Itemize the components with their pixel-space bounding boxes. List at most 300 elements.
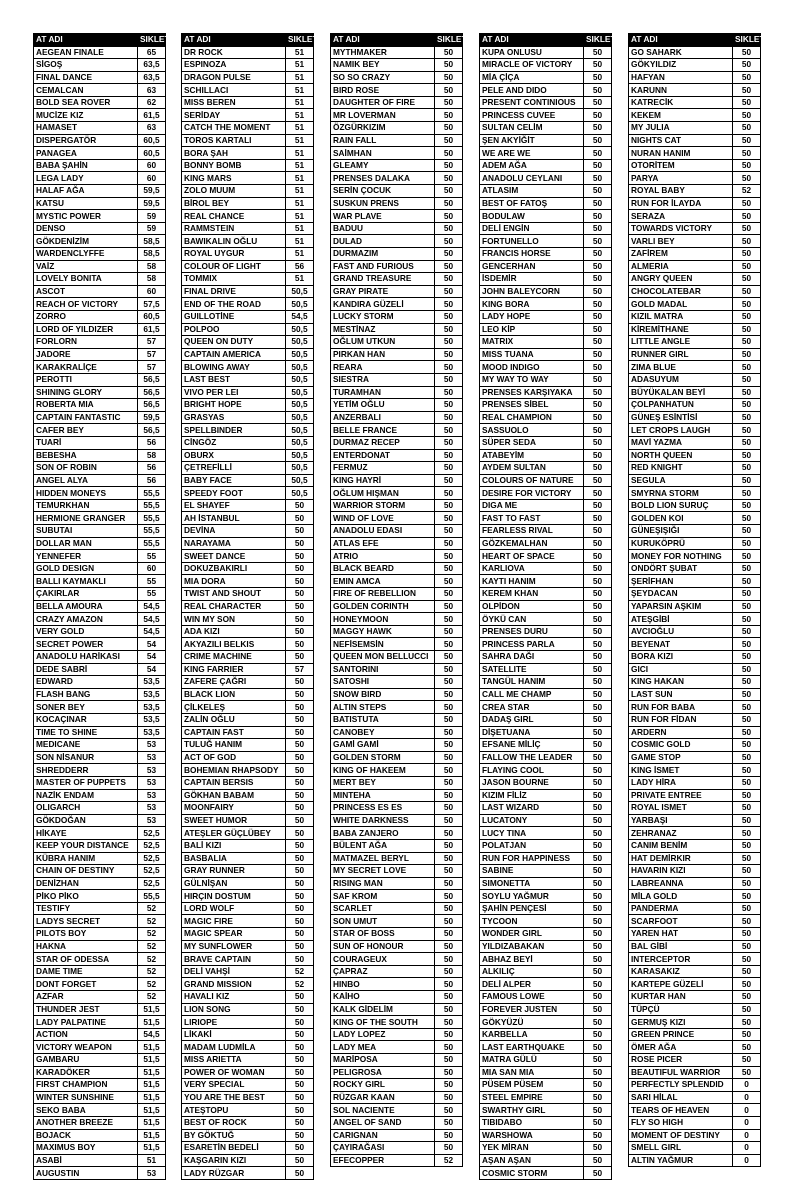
weight-cell: 50 bbox=[733, 71, 761, 84]
weight-cell: 50 bbox=[286, 877, 314, 890]
table-row bbox=[182, 827, 314, 840]
table-row bbox=[480, 84, 612, 97]
table-row bbox=[34, 953, 166, 966]
horse-name-cell: WAR PLAVE bbox=[331, 210, 435, 223]
table-row bbox=[331, 688, 463, 701]
table-row bbox=[182, 852, 314, 865]
horse-name-cell: CREA STAR bbox=[480, 701, 584, 714]
horse-name-cell: BOLD LION SURUÇ bbox=[629, 499, 733, 512]
table-row bbox=[331, 1066, 463, 1079]
weight-cell: 50 bbox=[584, 688, 612, 701]
weight-cell: 50 bbox=[435, 323, 463, 336]
weight-cell: 50 bbox=[435, 638, 463, 651]
table-row bbox=[34, 940, 166, 953]
horse-name-cell: LADYS SECRET bbox=[34, 915, 138, 928]
weight-cell: 50 bbox=[733, 991, 761, 1004]
table-row bbox=[629, 109, 761, 122]
table-row bbox=[480, 71, 612, 84]
table-row bbox=[34, 789, 166, 802]
horse-name-cell: DESIRE FOR VICTORY bbox=[480, 487, 584, 500]
header-horse-name: AT ADI bbox=[480, 34, 584, 47]
table-row bbox=[629, 273, 761, 286]
horse-name-cell: BOHEMIAN RHAPSODY bbox=[182, 764, 286, 777]
table-row bbox=[629, 462, 761, 475]
horse-name-cell: VIVO PER LEI bbox=[182, 386, 286, 399]
table-row bbox=[182, 449, 314, 462]
table-row bbox=[34, 122, 166, 135]
table-row bbox=[331, 663, 463, 676]
horse-name-cell: BIRD ROSE bbox=[331, 84, 435, 97]
horse-name-cell: MOOD INDIGO bbox=[480, 361, 584, 374]
table-row bbox=[629, 613, 761, 626]
horse-name-cell: JOHN BALEYCORN bbox=[480, 285, 584, 298]
table-row bbox=[480, 310, 612, 323]
horse-name-cell: MUCİZE KIZ bbox=[34, 109, 138, 122]
table-row bbox=[629, 1003, 761, 1016]
table-row bbox=[480, 1028, 612, 1041]
weight-cell: 57 bbox=[286, 663, 314, 676]
weight-cell: 50 bbox=[584, 600, 612, 613]
weight-cell: 50 bbox=[435, 991, 463, 1004]
horse-name-cell: ZAFERE ÇAĞRI bbox=[182, 676, 286, 689]
horse-name-cell: SCARLET bbox=[331, 902, 435, 915]
weight-cell: 50 bbox=[286, 688, 314, 701]
horse-name-cell: DENSO bbox=[34, 222, 138, 235]
weight-cell: 50 bbox=[584, 638, 612, 651]
horse-weight-table bbox=[330, 33, 467, 1167]
table-row bbox=[480, 1091, 612, 1104]
weight-cell: 50 bbox=[435, 1104, 463, 1117]
weight-cell: 50 bbox=[286, 1003, 314, 1016]
weight-cell: 50 bbox=[733, 96, 761, 109]
table-row bbox=[629, 71, 761, 84]
weight-cell: 0 bbox=[733, 1154, 761, 1167]
weight-cell: 50 bbox=[584, 562, 612, 575]
table-row bbox=[480, 1154, 612, 1167]
horse-name-cell: ÇAKIRLAR bbox=[34, 588, 138, 601]
horse-name-cell: TIME TO SHINE bbox=[34, 726, 138, 739]
table-row bbox=[331, 726, 463, 739]
table-row bbox=[331, 386, 463, 399]
table-row bbox=[182, 613, 314, 626]
table-row bbox=[480, 1041, 612, 1054]
horse-name-cell: BRAVE CAPTAIN bbox=[182, 953, 286, 966]
table-row bbox=[182, 487, 314, 500]
horse-name-cell: YARBAŞI bbox=[629, 814, 733, 827]
weight-cell: 50 bbox=[584, 676, 612, 689]
weight-cell: 50 bbox=[584, 323, 612, 336]
horse-name-cell: SO SO CRAZY bbox=[331, 71, 435, 84]
weight-cell: 52 bbox=[138, 940, 166, 953]
horse-name-cell: BEYENAT bbox=[629, 638, 733, 651]
table-row bbox=[182, 436, 314, 449]
table-row bbox=[34, 1091, 166, 1104]
table-row bbox=[182, 399, 314, 412]
horse-name-cell: BABA ŞAHİN bbox=[34, 159, 138, 172]
horse-name-cell: TEMURKHAN bbox=[34, 499, 138, 512]
weight-cell: 50 bbox=[435, 928, 463, 941]
horse-name-cell: HEART OF SPACE bbox=[480, 550, 584, 563]
table-row bbox=[182, 890, 314, 903]
table-row bbox=[182, 1054, 314, 1067]
table-row bbox=[331, 625, 463, 638]
weight-cell: 50 bbox=[733, 965, 761, 978]
horse-name-cell: SIESTRA bbox=[331, 373, 435, 386]
weight-cell: 50 bbox=[286, 550, 314, 563]
horse-name-cell: ZIMA BLUE bbox=[629, 361, 733, 374]
horse-name-cell: FERMUZ bbox=[331, 462, 435, 475]
table-row bbox=[182, 978, 314, 991]
weight-cell: 50,5 bbox=[286, 424, 314, 437]
weight-cell: 50,5 bbox=[286, 386, 314, 399]
weight-cell: 51 bbox=[286, 248, 314, 261]
weight-cell: 52 bbox=[138, 978, 166, 991]
horse-name-cell: FINAL DRIVE bbox=[182, 285, 286, 298]
table-row bbox=[331, 96, 463, 109]
table-row bbox=[34, 474, 166, 487]
horse-name-cell: ÖYKÜ CAN bbox=[480, 613, 584, 626]
weight-cell: 50 bbox=[733, 1016, 761, 1029]
weight-cell: 51 bbox=[286, 159, 314, 172]
horse-name-cell: SULTAN CELİM bbox=[480, 122, 584, 135]
weight-cell: 50 bbox=[286, 1028, 314, 1041]
weight-cell: 50 bbox=[286, 1129, 314, 1142]
weight-cell: 55 bbox=[138, 575, 166, 588]
horse-name-cell: MISS ARIETTA bbox=[182, 1054, 286, 1067]
table-row bbox=[480, 625, 612, 638]
table-row bbox=[182, 625, 314, 638]
horse-name-cell: KING FARRIER bbox=[182, 663, 286, 676]
horse-name-cell: ADA KIZI bbox=[182, 625, 286, 638]
weight-cell: 50 bbox=[435, 827, 463, 840]
table-row bbox=[34, 449, 166, 462]
horse-name-cell: PÜSEM PÜSEM bbox=[480, 1079, 584, 1092]
weight-cell: 50 bbox=[286, 588, 314, 601]
table-row bbox=[182, 1154, 314, 1167]
table-row bbox=[182, 688, 314, 701]
table-row bbox=[480, 789, 612, 802]
weight-cell: 53 bbox=[138, 739, 166, 752]
table-row bbox=[480, 436, 612, 449]
horse-name-cell: KARTEPE GÜZELİ bbox=[629, 978, 733, 991]
weight-cell: 50 bbox=[733, 222, 761, 235]
horse-weight-table bbox=[628, 33, 765, 1167]
horse-name-cell: SNOW BIRD bbox=[331, 688, 435, 701]
weight-cell: 50 bbox=[286, 701, 314, 714]
horse-name-cell: KEKEM bbox=[629, 109, 733, 122]
table-row bbox=[182, 915, 314, 928]
weight-cell: 50 bbox=[584, 172, 612, 185]
horse-name-cell: ZOLO MUUM bbox=[182, 185, 286, 198]
table-row bbox=[331, 1016, 463, 1029]
weight-cell: 0 bbox=[733, 1091, 761, 1104]
horse-name-cell: RUN FOR HAPPINESS bbox=[480, 852, 584, 865]
weight-cell: 50 bbox=[733, 839, 761, 852]
horse-weight-table bbox=[181, 33, 318, 1180]
table-row bbox=[629, 323, 761, 336]
weight-cell: 52,5 bbox=[138, 827, 166, 840]
weight-cell: 50 bbox=[733, 411, 761, 424]
weight-cell: 50 bbox=[286, 940, 314, 953]
horse-name-cell: ADEM AĞA bbox=[480, 159, 584, 172]
horse-name-cell: HİKAYE bbox=[34, 827, 138, 840]
weight-cell: 50 bbox=[584, 1091, 612, 1104]
weight-cell: 50 bbox=[584, 1003, 612, 1016]
horse-name-cell: KARBELLA bbox=[480, 1028, 584, 1041]
table-row bbox=[182, 147, 314, 160]
horse-name-cell: GLEAMY bbox=[331, 159, 435, 172]
horse-name-cell: ROYAL BABY bbox=[629, 185, 733, 198]
table-row bbox=[480, 386, 612, 399]
horse-name-cell: FORTUNELLO bbox=[480, 235, 584, 248]
horse-name-cell: MADAM LUDMİLA bbox=[182, 1041, 286, 1054]
weight-cell: 50 bbox=[733, 915, 761, 928]
weight-cell: 51 bbox=[286, 222, 314, 235]
weight-cell: 50 bbox=[435, 499, 463, 512]
weight-cell: 60 bbox=[138, 159, 166, 172]
weight-cell: 50 bbox=[733, 751, 761, 764]
weight-cell: 50 bbox=[584, 411, 612, 424]
horse-name-cell: YAREN HAT bbox=[629, 928, 733, 941]
horse-name-cell: ANADOLU HARİKASI bbox=[34, 651, 138, 664]
horse-name-cell: TANGÜL HANIM bbox=[480, 676, 584, 689]
horse-name-cell: SCARFOOT bbox=[629, 915, 733, 928]
table-row bbox=[331, 487, 463, 500]
weight-cell: 50 bbox=[733, 361, 761, 374]
horse-name-cell: HAFYAN bbox=[629, 71, 733, 84]
weight-cell: 50 bbox=[584, 487, 612, 500]
weight-cell: 60,5 bbox=[138, 134, 166, 147]
weight-cell: 52 bbox=[138, 953, 166, 966]
table-row bbox=[629, 298, 761, 311]
horse-name-cell: LAST WIZARD bbox=[480, 802, 584, 815]
weight-cell: 51,5 bbox=[138, 1066, 166, 1079]
table-row bbox=[34, 273, 166, 286]
weight-cell: 50 bbox=[733, 701, 761, 714]
weight-cell: 50 bbox=[584, 902, 612, 915]
table-row bbox=[480, 663, 612, 676]
table-row bbox=[34, 424, 166, 437]
table-row bbox=[480, 877, 612, 890]
horse-name-cell: BEST OF ROCK bbox=[182, 1116, 286, 1129]
horse-name-cell: GÖZKEMALHAN bbox=[480, 537, 584, 550]
weight-cell: 50 bbox=[733, 902, 761, 915]
horse-name-cell: ÖMER AĞA bbox=[629, 1041, 733, 1054]
table-row bbox=[182, 260, 314, 273]
table-row bbox=[331, 1154, 463, 1167]
weight-cell: 50 bbox=[584, 1167, 612, 1180]
table-row bbox=[629, 399, 761, 412]
weight-cell: 51 bbox=[286, 96, 314, 109]
table-row bbox=[34, 84, 166, 97]
table-row bbox=[34, 1054, 166, 1067]
weight-cell: 50 bbox=[286, 1054, 314, 1067]
horse-name-cell: KURTAR HAN bbox=[629, 991, 733, 1004]
horse-name-cell: BEBESHA bbox=[34, 449, 138, 462]
horse-name-cell: TIBIDABO bbox=[480, 1116, 584, 1129]
weight-cell: 50 bbox=[435, 802, 463, 815]
weight-cell: 51 bbox=[138, 1154, 166, 1167]
table-row bbox=[480, 323, 612, 336]
horse-name-cell: SOL NACIENTE bbox=[331, 1104, 435, 1117]
horse-name-cell: ÇİLKELEŞ bbox=[182, 701, 286, 714]
weight-cell: 59,5 bbox=[138, 185, 166, 198]
horse-name-cell: ALMERIA bbox=[629, 260, 733, 273]
horse-name-cell: MINTEHA bbox=[331, 789, 435, 802]
table-row bbox=[331, 399, 463, 412]
table-row bbox=[34, 613, 166, 626]
weight-cell: 50 bbox=[286, 1142, 314, 1155]
weight-cell: 50 bbox=[733, 172, 761, 185]
weight-cell: 51 bbox=[286, 109, 314, 122]
weight-cell: 51 bbox=[286, 46, 314, 59]
horse-name-cell: SASSUOLO bbox=[480, 424, 584, 437]
horse-name-cell: SMYRNA STORM bbox=[629, 487, 733, 500]
horse-name-cell: TUARİ bbox=[34, 436, 138, 449]
table-row bbox=[480, 978, 612, 991]
weight-cell: 50 bbox=[733, 46, 761, 59]
horse-name-cell: BATISTUTA bbox=[331, 713, 435, 726]
table-row bbox=[629, 789, 761, 802]
table-row bbox=[182, 159, 314, 172]
weight-cell: 50 bbox=[435, 298, 463, 311]
weight-cell: 50 bbox=[584, 159, 612, 172]
weight-cell: 50 bbox=[733, 814, 761, 827]
weight-cell: 50 bbox=[584, 789, 612, 802]
table-row bbox=[480, 248, 612, 261]
table-row bbox=[480, 802, 612, 815]
weight-cell: 50 bbox=[584, 764, 612, 777]
horse-name-cell: PRINCESS ES ES bbox=[331, 802, 435, 815]
table-row bbox=[480, 751, 612, 764]
horse-name-cell: ÇAYIRAĞASI bbox=[331, 1142, 435, 1155]
weight-cell: 50 bbox=[733, 122, 761, 135]
horse-name-cell: MARİPOSA bbox=[331, 1054, 435, 1067]
table-row bbox=[331, 852, 463, 865]
weight-cell: 50 bbox=[584, 550, 612, 563]
horse-name-cell: ATEŞTOPU bbox=[182, 1104, 286, 1117]
table-row bbox=[182, 600, 314, 613]
table-row bbox=[480, 96, 612, 109]
weight-cell: 50 bbox=[733, 310, 761, 323]
weight-cell: 50 bbox=[584, 197, 612, 210]
weight-cell: 50 bbox=[435, 462, 463, 475]
table-row bbox=[182, 676, 314, 689]
horse-name-cell: OBURX bbox=[182, 449, 286, 462]
horse-name-cell: DEVİNA bbox=[182, 525, 286, 538]
horse-name-cell: LAST SUN bbox=[629, 688, 733, 701]
weight-cell: 50 bbox=[286, 928, 314, 941]
weight-table-column-1 bbox=[33, 33, 170, 1180]
weight-cell: 0 bbox=[733, 1142, 761, 1155]
horse-name-cell: PRESENT CONTINIOUS bbox=[480, 96, 584, 109]
horse-name-cell: KARASAKIZ bbox=[629, 965, 733, 978]
horse-name-cell: HAT DEMİRKIR bbox=[629, 852, 733, 865]
horse-name-cell: FRANCIS HORSE bbox=[480, 248, 584, 261]
weight-cell: 53,5 bbox=[138, 688, 166, 701]
table-row bbox=[331, 197, 463, 210]
horse-name-cell: AŞAN AŞAN bbox=[480, 1154, 584, 1167]
weight-cell: 50 bbox=[733, 260, 761, 273]
horse-name-cell: NARAYAMA bbox=[182, 537, 286, 550]
table-row bbox=[182, 59, 314, 72]
weight-cell: 50 bbox=[286, 1066, 314, 1079]
table-row bbox=[34, 373, 166, 386]
horse-name-cell: PRENSES DURU bbox=[480, 625, 584, 638]
horse-name-cell: ÇETREFİLLİ bbox=[182, 462, 286, 475]
table-row bbox=[34, 436, 166, 449]
table-row bbox=[34, 1104, 166, 1117]
horse-name-cell: MOMENT OF DESTINY bbox=[629, 1129, 733, 1142]
table-row bbox=[182, 273, 314, 286]
horse-name-cell: ŞERİFHAN bbox=[629, 575, 733, 588]
table-row bbox=[331, 525, 463, 538]
horse-name-cell: PRINCESS PARLA bbox=[480, 638, 584, 651]
weight-cell: 50 bbox=[435, 751, 463, 764]
weight-cell: 50 bbox=[733, 1041, 761, 1054]
horse-name-cell: KEREM KHAN bbox=[480, 588, 584, 601]
table-row bbox=[480, 638, 612, 651]
table-row bbox=[629, 600, 761, 613]
table-row bbox=[331, 802, 463, 815]
horse-name-cell: ROCKY GIRL bbox=[331, 1079, 435, 1092]
header-horse-name: AT ADI bbox=[629, 34, 733, 47]
horse-name-cell: BAL GİBİ bbox=[629, 940, 733, 953]
table-row bbox=[34, 651, 166, 664]
weight-cell: 50 bbox=[435, 386, 463, 399]
table-row bbox=[629, 159, 761, 172]
table-row bbox=[34, 260, 166, 273]
horse-name-cell: KING İSMET bbox=[629, 764, 733, 777]
horse-name-cell: KİREMİTHANE bbox=[629, 323, 733, 336]
table-row bbox=[480, 814, 612, 827]
horse-name-cell: CHOCOLATEBAR bbox=[629, 285, 733, 298]
horse-name-cell: FAST AND FURIOUS bbox=[331, 260, 435, 273]
weight-cell: 50 bbox=[435, 814, 463, 827]
horse-name-cell: TEARS OF HEAVEN bbox=[629, 1104, 733, 1117]
weight-cell: 50 bbox=[733, 109, 761, 122]
weight-cell: 51,5 bbox=[138, 1003, 166, 1016]
horse-name-cell: PİKO PİKO bbox=[34, 890, 138, 903]
weight-cell: 63 bbox=[138, 84, 166, 97]
horse-name-cell: THUNDER JEST bbox=[34, 1003, 138, 1016]
weight-cell: 61,5 bbox=[138, 323, 166, 336]
table-row bbox=[480, 159, 612, 172]
weight-cell: 50 bbox=[435, 688, 463, 701]
horse-name-cell: LOVELY BONITA bbox=[34, 273, 138, 286]
table-row bbox=[629, 46, 761, 59]
table-row bbox=[34, 638, 166, 651]
horse-name-cell: GÖKYÜZÜ bbox=[480, 1016, 584, 1029]
table-row bbox=[34, 575, 166, 588]
horse-name-cell: MIA DORA bbox=[182, 575, 286, 588]
weight-cell: 60,5 bbox=[138, 147, 166, 160]
weight-cell: 50 bbox=[584, 122, 612, 135]
weight-cell: 50 bbox=[584, 298, 612, 311]
weight-cell: 50 bbox=[584, 776, 612, 789]
weight-cell: 50 bbox=[584, 336, 612, 349]
table-row bbox=[182, 525, 314, 538]
weight-cell: 57,5 bbox=[138, 298, 166, 311]
weight-cell: 50 bbox=[435, 235, 463, 248]
table-row bbox=[331, 575, 463, 588]
horse-name-cell: FIRST CHAMPION bbox=[34, 1079, 138, 1092]
table-header-row bbox=[34, 34, 166, 47]
weight-cell: 52 bbox=[286, 978, 314, 991]
weight-cell: 50 bbox=[435, 915, 463, 928]
table-row bbox=[629, 915, 761, 928]
horse-name-cell: END OF THE ROAD bbox=[182, 298, 286, 311]
